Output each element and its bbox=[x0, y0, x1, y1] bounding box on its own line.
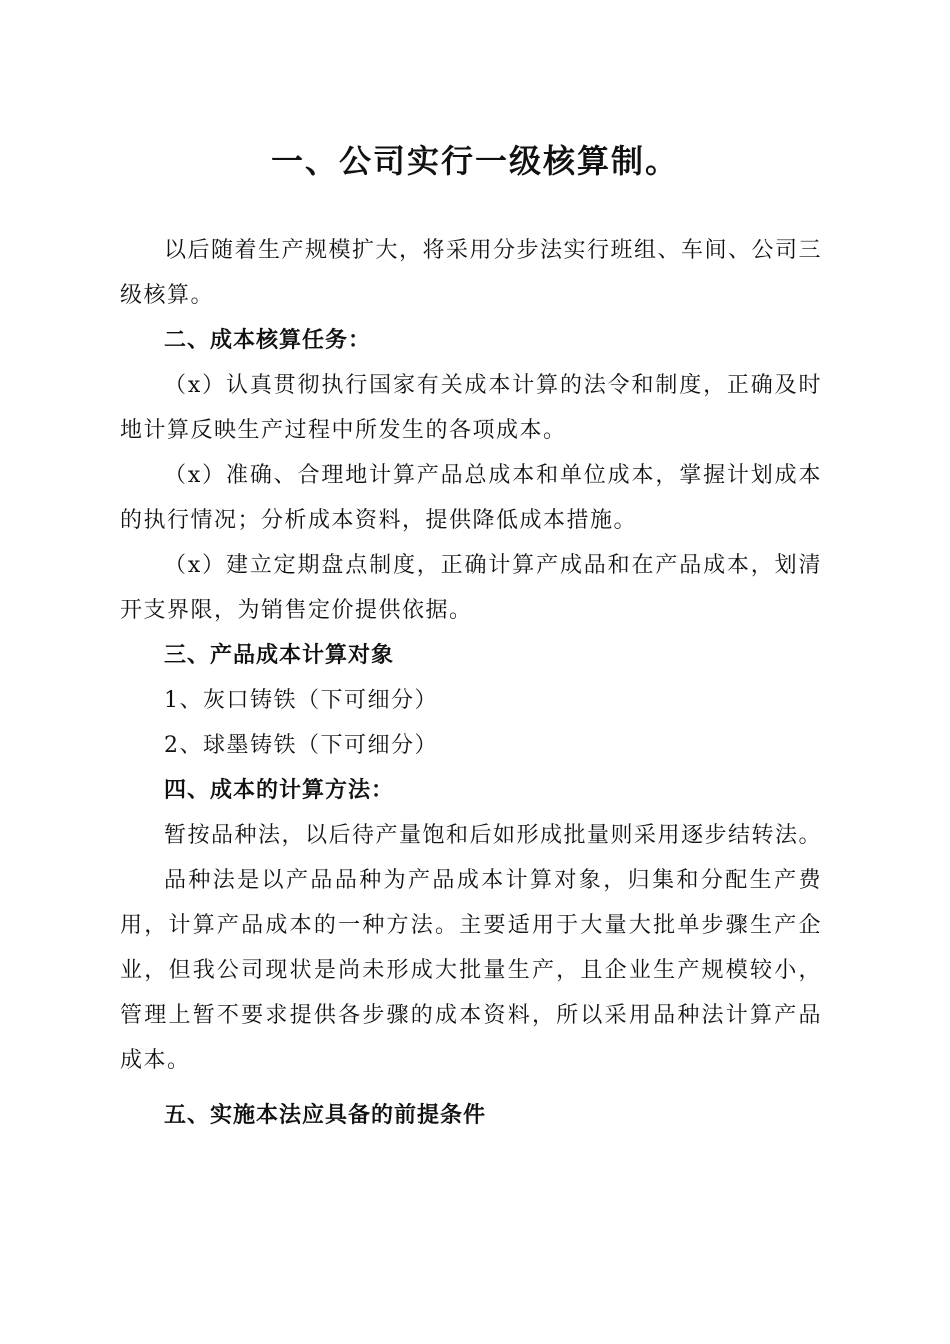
section-heading-prerequisites: 五、实施本法应具备的前提条件 bbox=[164, 1103, 487, 1128]
document-body bbox=[120, 228, 822, 1138]
list-item-task-2: （x）准确、合理地计算产品总成本和单位成本，掌握计划成本的执行情况；分析成本资料，提供降低成本措施。 bbox=[120, 463, 822, 533]
section-heading-cost-tasks: 二、成本核算任务： bbox=[164, 328, 372, 353]
list-item-task-1: （x）认真贯彻执行国家有关成本计算的法令和制度，正确及时地计算反映生产过程中所发生的各项成本。 bbox=[120, 373, 822, 443]
paragraph-scale-expansion: 以后随着生产规模扩大，将采用分步法实行班组、车间、公司三级核算。 bbox=[120, 238, 823, 308]
paragraph-method-choice: 暂按品种法，以后待产量饱和后如形成批量则采用逐步结转法。 bbox=[164, 823, 823, 848]
list-item-ductile-iron: 2、球墨铸铁（下可细分） bbox=[164, 733, 438, 758]
section-heading-cost-objects: 三、产品成本计算对象 bbox=[164, 643, 395, 668]
section-heading-calculation-method: 四、成本的计算方法： bbox=[164, 778, 395, 803]
document-title: 一、公司实行一级核算制。 bbox=[270, 142, 679, 180]
list-item-task-3: （x）建立定期盘点制度，正确计算产成品和在产品成本，划清开支界限，为销售定价提供依据。 bbox=[120, 553, 822, 623]
list-item-grey-iron: 1、灰口铸铁（下可细分） bbox=[164, 688, 438, 713]
paragraph-product-method-explanation: 品种法是以产品品种为产品成本计算对象，归集和分配生产费用，计算产品成本的一种方法。主要适用于大量大批单步骤生产企业，但我公司现状是尚未形成大批量生产，且企业生产规模较小，管理上暂不要求提供各步骤的成本资料，所以采用品种法计算产品成本。 bbox=[120, 868, 822, 1073]
